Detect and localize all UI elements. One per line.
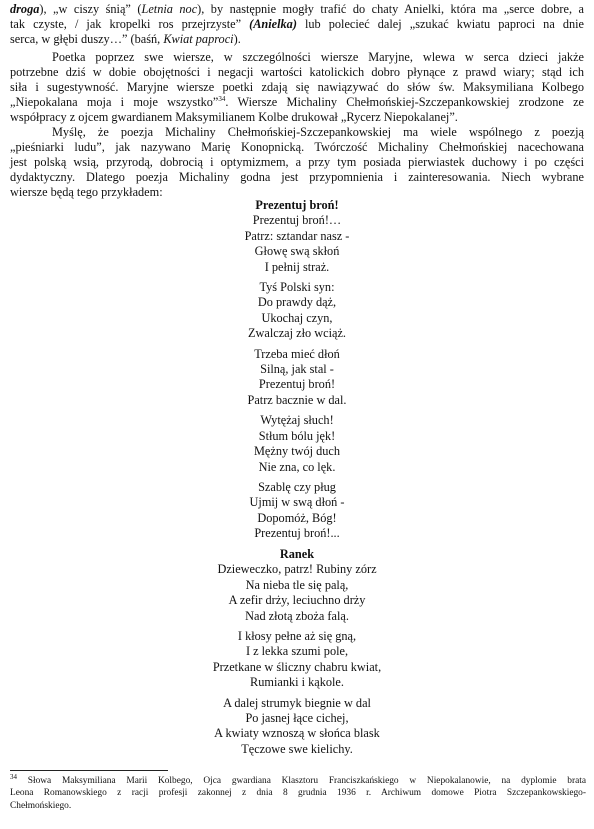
poem-title: Prezentuj broń!	[255, 198, 339, 212]
poem-line: Tęczowe swe kielichy.	[241, 741, 353, 756]
stanza	[0, 696, 594, 758]
poem-line: Rumianki i kąkole.	[250, 675, 344, 690]
poem-line: Wytężaj słuch!	[260, 413, 334, 428]
stanza	[0, 213, 594, 275]
intro-title-kwiat-paproci: Kwiat paproci	[163, 32, 234, 46]
poem-line: A kwiaty wznoszą w słońca blask	[214, 726, 380, 741]
poem-line: Szablę czy pług	[258, 479, 336, 494]
intro-title-letnia-noc: Letnia noc	[141, 2, 198, 16]
poem-line: A zefir drży, leciuchno drży	[228, 593, 366, 608]
paragraph-2-line-2: potrzebne dziś w dobie obojętności i negacji wartości katolickich dobro płynące z prawd wiary; stąd ich	[10, 65, 584, 79]
intro-text: ), „w ciszy śnią” (	[39, 2, 142, 16]
stanza	[0, 629, 594, 691]
poem-title: Ranek	[279, 547, 315, 561]
poem-line: Prezentuj broń!	[258, 377, 336, 392]
paragraph-2-line-3: siła i sugestywność. Maryjne wiersze poetki zdają się nawiązywać do słów św. Maksymiliana Kolbego	[10, 80, 584, 94]
poem-line: Dzieweczko, patrz! Rubiny zórz	[217, 562, 377, 577]
paragraph-3-line-2: „pieśniarki ludu”, jak nazywano Marię Konopnicką. Twórczość Michaliny Chełmońskiej nacechowana	[10, 140, 584, 154]
poem-line: Po jasnej łące cichej,	[245, 711, 349, 726]
intro-line-1	[10, 2, 584, 17]
poem-line: Trzeba mieć dłoń	[254, 346, 340, 361]
footnote-separator	[10, 770, 168, 771]
intro-title-anielka: (Anielka)	[249, 17, 297, 31]
paragraph-2	[10, 50, 584, 125]
footnote-reference[interactable]: 34	[218, 94, 226, 103]
poem-stanzas	[0, 562, 594, 757]
poem-line: Ujmij w swą dłoń -	[249, 495, 345, 510]
paragraph-3-line-3: jest polską wsią, przyrodą, dobrocią i optymizmem, a przy tym posiada pierwiastek duchowy i po części	[10, 155, 584, 169]
stanza	[0, 562, 594, 624]
intro-line-3	[10, 32, 584, 47]
poem-line: A dalej strumyk biegnie w dal	[223, 695, 371, 710]
poem-line: Dopomóż, Bóg!	[257, 510, 337, 525]
intro-text: ).	[233, 32, 241, 46]
poem-line: I z lekka szumi pole,	[245, 644, 349, 659]
poem-prezentuj-bron	[0, 198, 594, 547]
poem-line: Silną, jak stal -	[260, 362, 334, 377]
poem-ranek	[0, 547, 594, 762]
poem-line: I pełnij straż.	[264, 259, 330, 274]
poem-line: Na nieba tle się palą,	[245, 577, 349, 592]
footnote-text: Słowa Maksymiliana Marii Kolbego, Ojca gwardiana Klasztoru Franciszkańskiego w Niepokalanowie, na dyplomie brata	[17, 776, 586, 786]
footnote-line-3: Chełmońskiego.	[10, 800, 72, 811]
paragraph-3-line-5: wiersze będą tego przykładem:	[10, 185, 163, 199]
stanza	[0, 280, 594, 342]
intro-text: ), by następnie mogły trafić do chaty Anielki, która ma „serce dobre, a	[197, 2, 584, 16]
paragraph-2-line-5: współpracy z ojcem gwardianem Maksymilianem Kolbe drukował „Rycerz Niepokalanej”.	[10, 110, 458, 124]
intro-text: tak czyste, / jak kropelki ros przejrzyste”	[10, 17, 250, 31]
paragraph-3-line-4: dydaktyczny. Dlatego poezja Michaliny godna jest przypomnienia i zainteresowania. Niech wybrane	[10, 170, 584, 184]
intro-title-droga: droga	[10, 2, 40, 16]
footnote-number: 34	[10, 772, 17, 781]
poem-line: Nad złotą zboża falą.	[245, 608, 349, 623]
poem-line: Do prawdy dąż,	[257, 295, 337, 310]
paragraph-text: . Wiersze Michaliny Chełmońskiej-Szczepankowskiej zrodzone ze	[225, 95, 584, 109]
stanza	[0, 480, 594, 542]
intro-text: serca, w głębi duszy…” (baśń,	[10, 32, 164, 46]
poem-line: Przetkane w śliczny chabru kwiat,	[212, 659, 382, 674]
poem-line: Mężny twój duch	[253, 444, 341, 459]
footnote	[10, 772, 586, 812]
paragraph-2-line-1: Poetka poprzez swe wiersze, w szczególności wiersze Maryjne, wlewa w serca dzieci jakże	[52, 50, 584, 64]
intro-line-2	[10, 17, 584, 32]
poem-line: I kłosy pełne aż się gną,	[237, 629, 357, 644]
poem-line: Zwalczaj zło wciąż.	[248, 326, 346, 341]
poem-line: Prezentuj broń!...	[254, 526, 340, 541]
intro-paragraph	[10, 2, 584, 47]
stanza	[0, 413, 594, 475]
footnote-line-2: Leona Romanowskiego z racji profesji zakonnej z dnia 8 grudnia 1936 r. Archiwum domowe Piotra Szczepankowskiego-	[10, 788, 586, 799]
poem-stanzas	[0, 213, 594, 541]
poem-line: Patrz bacznie w dal.	[247, 392, 347, 407]
poem-line: Stłum bólu jęk!	[258, 428, 336, 443]
poem-line: Prezentuj broń!…	[252, 213, 342, 228]
poem-line: Tyś Polski syn:	[259, 280, 335, 295]
poem-line: Ukochaj czyn,	[261, 310, 333, 325]
paragraph-2-line-4	[10, 95, 584, 110]
poem-line: Patrz: sztandar nasz -	[244, 228, 350, 243]
stanza	[0, 347, 594, 409]
footnote-line-1	[10, 772, 586, 787]
paragraph-3	[10, 125, 584, 200]
intro-text: lub polecieć dalej „szukać kwiatu paproci na dnie	[296, 17, 585, 31]
paragraph-3-line-1: Myślę, że poezja Michaliny Chełmońskiej-Szczepankowskiej ma wiele wspólnego z poezją	[52, 125, 584, 139]
poem-line: Głowę swą skłoń	[254, 244, 340, 259]
poem-line: Nie zna, co lęk.	[258, 459, 336, 474]
kolbe-quote: „Niepokalana moja i moje wszystko”	[10, 95, 219, 109]
